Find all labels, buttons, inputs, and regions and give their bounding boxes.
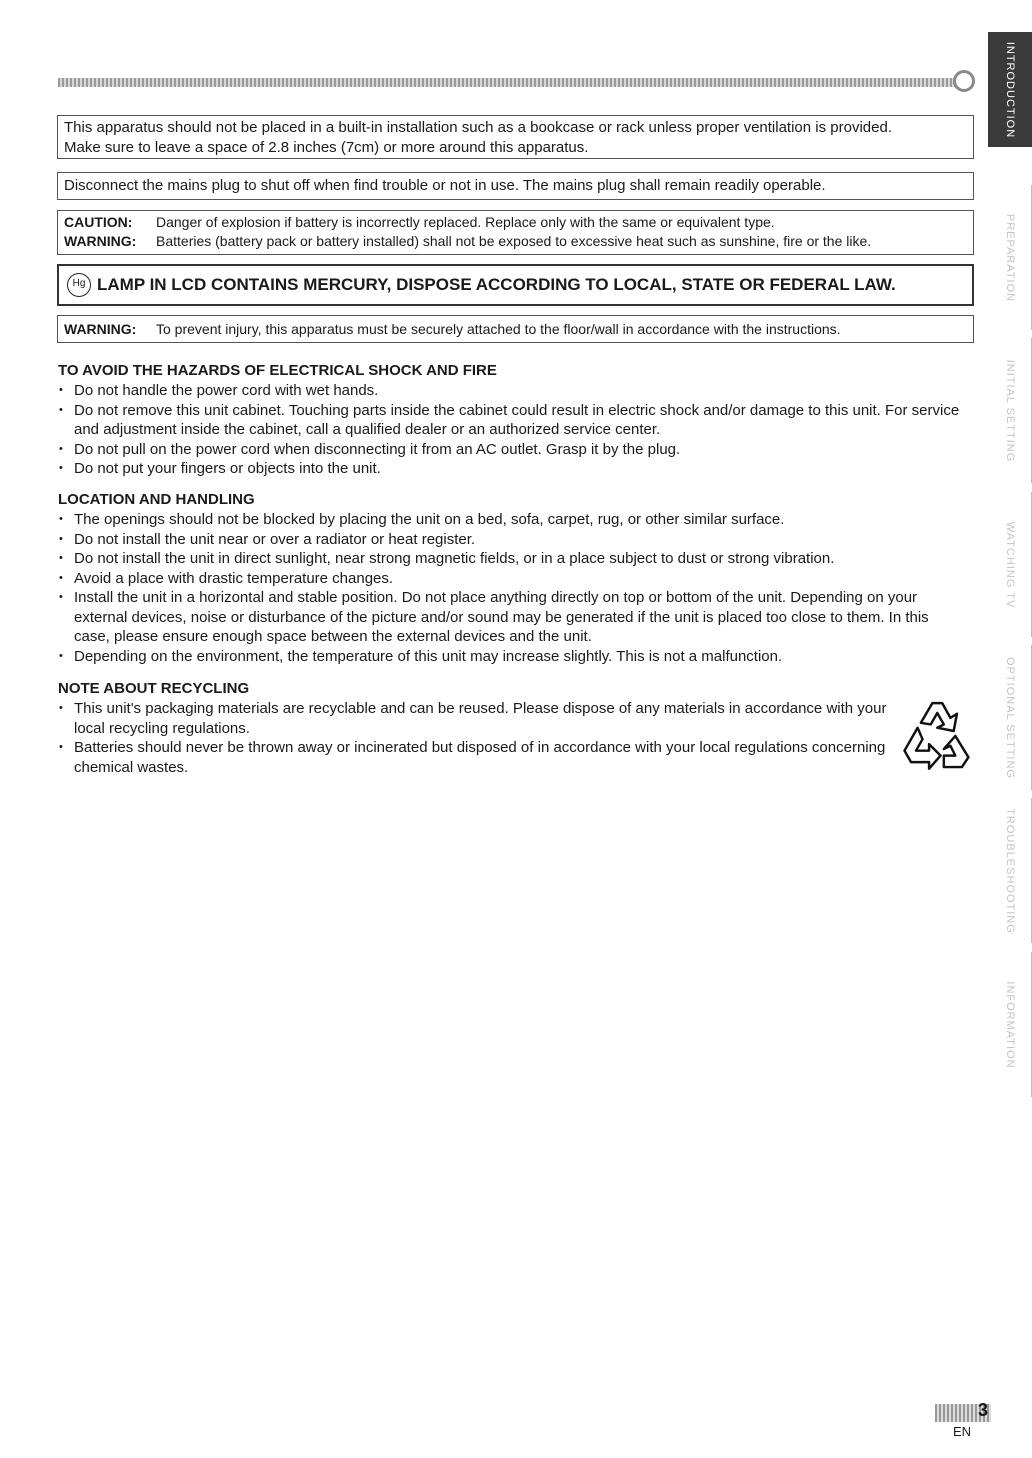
list-item: • This unit's packaging materials are recyclable and can be reused. Please dispose of any materials in accordance with your local recycling regulations. <box>58 699 968 738</box>
tab-preparation[interactable]: PREPARATION <box>988 185 1032 330</box>
list-item: • The openings should not be blocked by placing the unit on a bed, sofa, carpet, rug, or other similar surface. <box>58 510 968 530</box>
section-location-handling <box>58 490 968 666</box>
list-item: • Do not install the unit in direct sunlight, near strong magnetic fields, or in a place subject to dust or strong vibration. <box>58 549 968 569</box>
recycle-icon <box>893 690 975 772</box>
tab-troubleshooting[interactable]: TROUBLESHOOTING <box>988 798 1032 943</box>
page-language: EN <box>953 1424 972 1439</box>
list-item: • Do not handle the power cord with wet hands. <box>58 381 968 401</box>
installation-warning-label: WARNING: <box>64 321 137 337</box>
header-rule <box>58 78 963 87</box>
tab-watching-tv[interactable]: WATCHING TV <box>988 492 1032 637</box>
mercury-text: LAMP IN LCD CONTAINS MERCURY, DISPOSE ACCORDING TO LOCAL, STATE OR FEDERAL LAW. <box>97 275 896 294</box>
list-item: • Do not install the unit near or over a radiator or heat register. <box>58 530 968 550</box>
list-item: • Do not remove this unit cabinet. Touching parts inside the cabinet could result in electric shock and/or damage to this unit. For service and adjustment inside the cabinet, call a qualified dealer or an authorized service center. <box>58 401 968 440</box>
caution-label: CAUTION: <box>64 214 133 230</box>
mains-plug-notice <box>57 172 974 200</box>
list-item: • Do not pull on the power cord when disconnecting it from an AC outlet. Grasp it by the plug. <box>58 440 968 460</box>
caution-text: Danger of explosion if battery is incorrectly replaced. Replace only with the same or equivalent type. <box>156 214 775 230</box>
section-title: TO AVOID THE HAZARDS OF ELECTRICAL SHOCK AND FIRE <box>58 362 497 379</box>
section-title: LOCATION AND HANDLING <box>58 491 255 508</box>
caution-row <box>64 213 967 232</box>
list-item: • Depending on the environment, the temperature of this unit may increase slightly. This is not a malfunction. <box>58 647 968 667</box>
ventilation-notice <box>57 115 974 159</box>
battery-warning-text: Batteries (battery pack or battery installed) shall not be exposed to excessive heat such as sunshine, fire or the like. <box>156 233 872 249</box>
section-tabs <box>988 0 1032 1120</box>
list-item: • Install the unit in a horizontal and stable position. Do not place anything directly on top or bottom of the unit. Depending on your external devices, noise or disturbance of the picture and/or sound may be generated if the unit is placed too close to them. In this case, please ensure enough space between the external devices and the unit. <box>58 588 968 647</box>
section-electrical-hazards <box>58 361 968 479</box>
mercury-icon: Hg <box>67 273 91 297</box>
tab-initial-setting[interactable]: INITIAL SETTING <box>988 338 1032 483</box>
page-number: 3 <box>978 1400 989 1420</box>
section-title: NOTE ABOUT RECYCLING <box>58 680 250 697</box>
installation-warning-text: To prevent injury, this apparatus must be securely attached to the floor/wall in accordance with the instructions. <box>156 321 841 337</box>
installation-warning <box>57 315 974 343</box>
section-recycling <box>58 679 968 777</box>
battery-notice <box>57 210 974 255</box>
mercury-notice <box>57 264 974 306</box>
tab-introduction[interactable]: INTRODUCTION <box>988 32 1032 147</box>
ventilation-line2: Make sure to leave a space of 2.8 inches (7cm) or more around this apparatus. <box>64 139 589 156</box>
tab-optional-setting[interactable]: OPTIONAL SETTING <box>988 645 1032 790</box>
battery-warning-label: WARNING: <box>64 233 137 249</box>
header-rule-end <box>953 70 975 92</box>
mains-plug-text: Disconnect the mains plug to shut off when find trouble or not in use. The mains plug shall remain readily operable. <box>64 177 826 194</box>
list-item: • Avoid a place with drastic temperature changes. <box>58 569 968 589</box>
ventilation-line1: This apparatus should not be placed in a built-in installation such as a bookcase or rack unless proper ventilation is provided. <box>64 119 892 136</box>
list-item: • Batteries should never be thrown away or incinerated but disposed of in accordance with your local regulations concerning chemical wastes. <box>58 738 968 777</box>
list-item: • Do not put your fingers or objects into the unit. <box>58 459 968 479</box>
tab-information[interactable]: INFORMATION <box>988 952 1032 1097</box>
battery-warning-row <box>64 232 967 251</box>
